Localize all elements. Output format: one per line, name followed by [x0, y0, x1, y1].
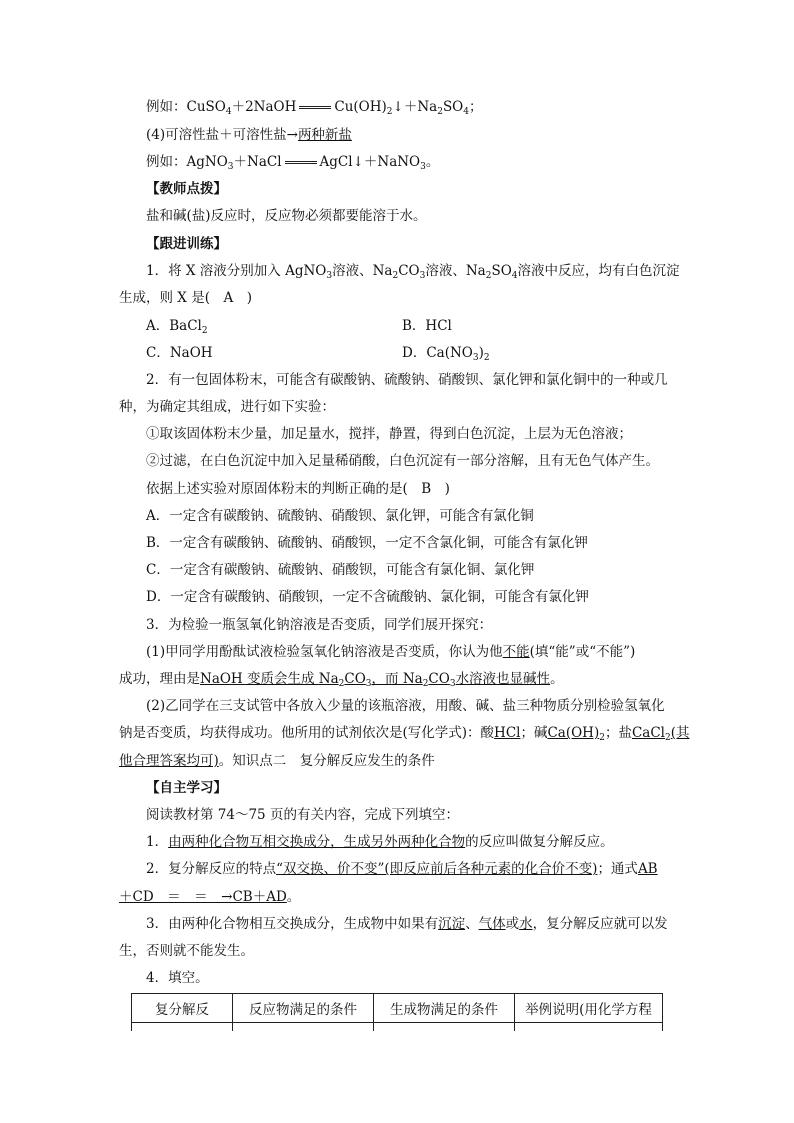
- subscript: 4: [225, 107, 232, 117]
- reading-instruction: 阅读教材第 74～75 页的有关内容，完成下列填空：: [146, 807, 459, 823]
- question-3-part-1-line-1: [146, 643, 635, 661]
- fill-2-line-2: [119, 888, 300, 906]
- text: CO: [344, 671, 366, 687]
- question-2-line-1: 2．有一包固体粉末，可能含有碳酸钠、硫酸钠、硝酸钡、氯化钾和氯化铜中的一种或几: [146, 372, 668, 388]
- answer-underlined: [632, 725, 690, 741]
- text: AgCl↓＋NaNO: [319, 154, 421, 170]
- text: 水溶液也显碱性: [455, 671, 551, 687]
- text: ＋NaCl: [233, 154, 282, 170]
- question-3-part-1-line-2: [119, 670, 564, 688]
- answer-underlined: AB: [637, 861, 658, 877]
- question-2-option-b: B．一定含有碳酸钠、硫酸钠、硝酸钡，一定不含氯化铜，可能含有氯化钾: [146, 535, 588, 551]
- subscript: 3: [419, 271, 426, 281]
- question-2-step-2: ②过滤，在白色沉淀中加入足量稀硝酸，白色沉淀有一部分溶解，且有无色气体产生。: [146, 453, 659, 469]
- subscript: 2: [422, 679, 429, 689]
- text: 溶液、Na: [425, 263, 486, 279]
- question-2-ask: 依据上述实验对原固体粉末的判断正确的是( B ): [146, 481, 450, 497]
- question-2-option-a: A．一定含有碳酸钠、硫酸钠、硝酸钡、氯化钾，可能含有氯化铜: [146, 508, 534, 524]
- subscript: 2: [483, 353, 490, 363]
- text: 。: [425, 154, 440, 170]
- heading-teacher-tip: 【教师点拨】: [146, 181, 227, 197]
- example-line-cuso4: [146, 98, 483, 116]
- table-cell: [374, 1023, 515, 1032]
- subscript: 4: [511, 271, 518, 281]
- heading-practice: 【跟进训练】: [146, 236, 227, 252]
- table-row: [132, 1023, 663, 1032]
- question-3-line-1: 3．为检验一瓶氢氧化钠溶液是否变质，同学们展开探究：: [146, 617, 493, 633]
- subscript: 3: [365, 679, 372, 689]
- fill-3-line-2: 生，否则就不能发生。: [119, 943, 254, 959]
- text: 溶液中反应，均有白色沉淀: [517, 263, 680, 279]
- question-1-option-c: C．NaOH: [146, 345, 213, 361]
- subscript: 2: [665, 733, 671, 743]
- text: ，复分解反应就可以发: [532, 916, 668, 932]
- question-2-step-1: ①取该固体粉末少量，加足量水，搅拌，静置，得到白色沉淀，上层为无色溶液；: [146, 426, 632, 442]
- subscript: 3: [227, 162, 234, 172]
- answer-underlined: [200, 671, 550, 687]
- text: 或: [505, 916, 520, 932]
- text: D．Ca(NO: [402, 345, 473, 361]
- question-1-option-a: [146, 317, 208, 335]
- subscript: 2: [201, 326, 208, 336]
- text: 3．由两种化合物相互交换成分，生成物中如果有: [146, 916, 439, 932]
- answer-underlined: 由两种化合物互相交换成分，生成另外两种化合物: [168, 834, 466, 850]
- table-header-row: [132, 994, 663, 1023]
- question-2-option-d: D．一定含有碳酸钠、硝酸钡，一定不含硫酸钠、氯化铜，可能含有氯化钾: [146, 589, 589, 605]
- text: 的反应叫做复分解反应。: [465, 834, 614, 850]
- subscript: 4: [463, 107, 469, 117]
- text: (填“能”或“不能”): [529, 644, 636, 660]
- table-cell: [233, 1023, 374, 1032]
- text: 。: [550, 671, 564, 687]
- table-header-cell: 生成物满足的条件: [374, 994, 515, 1023]
- text: ；: [469, 99, 483, 115]
- subscript: 2: [485, 271, 492, 281]
- text: Cu(OH): [334, 99, 387, 115]
- answer-underlined: 气体: [478, 916, 506, 932]
- text: 。: [286, 889, 301, 905]
- answer-underlined: [547, 725, 605, 741]
- text: ＋2NaOH: [231, 99, 297, 115]
- question-1-option-d: [402, 344, 490, 362]
- rule-line-salt-salt: [146, 126, 352, 144]
- example-line-agno3: [146, 153, 439, 171]
- text: (其: [670, 725, 690, 741]
- answer-underlined: “双交换、价不变”(即反应前后各种元素的化合价不变): [276, 861, 598, 877]
- text: 。知识点二 复分解反应发生的条件: [218, 753, 435, 769]
- subscript: 3: [420, 162, 426, 172]
- subscript: 2: [437, 107, 443, 117]
- text: ；盐: [604, 725, 632, 741]
- text: ；通式: [597, 861, 638, 877]
- equals-sign-icon: [299, 106, 331, 109]
- text: NaOH 变质会生成 Na: [200, 671, 339, 687]
- text: CO: [428, 671, 450, 687]
- text: 钠是否变质，均获得成功。他所用的试剂依次是(写化学式)：酸: [119, 725, 495, 741]
- text: ↓＋Na: [392, 99, 438, 115]
- subscript: 3: [326, 271, 333, 281]
- text: 例如：AgNO: [146, 154, 228, 170]
- answer-underlined: ＋CD ＝ ＝ →CB＋AD: [119, 889, 287, 905]
- subscript: 2: [386, 107, 393, 117]
- table-header-cell: 举例说明(用化学方程: [515, 994, 663, 1023]
- subscript: 3: [449, 679, 456, 689]
- equals-sign-icon: [285, 161, 317, 164]
- text: 成功，理由是: [119, 671, 200, 687]
- answer-underlined: 水: [519, 916, 533, 932]
- question-2-option-c: C．一定含有碳酸钠、硫酸钠、硝酸钡，可能含有氯化铜、氯化钾: [146, 562, 535, 578]
- table-cell: [132, 1023, 233, 1032]
- fill-1: [146, 833, 614, 851]
- text: ): [478, 345, 484, 361]
- subscript: 2: [338, 679, 345, 689]
- teacher-tip-text: 盐和碱(盐)反应时，反应物必须都要能溶于水。: [146, 208, 427, 224]
- text: 2．复分解反应的特点: [146, 861, 277, 877]
- question-3-part-2-line-2: [119, 724, 690, 742]
- text: 溶液、Na: [332, 263, 393, 279]
- table-header-cell: 反应物满足的条件: [233, 994, 374, 1023]
- heading-self-study: 【自主学习】: [146, 780, 227, 796]
- fill-4: 4．填空。: [146, 970, 209, 986]
- text: SO: [442, 99, 464, 115]
- question-3-part-2-line-3: [119, 752, 435, 770]
- text: 例如：CuSO: [146, 99, 226, 115]
- text: A．BaCl: [146, 318, 202, 334]
- text: 1．将 X 溶液分别加入 AgNO: [146, 263, 327, 279]
- text: CO: [398, 263, 420, 279]
- answer-underlined: 不能: [502, 644, 530, 660]
- text: Ca(OH): [547, 725, 600, 741]
- answer-underlined: 两种新盐: [297, 127, 352, 143]
- answer-underlined: 他合理答案均可): [119, 753, 219, 769]
- answer-underlined: HCl: [494, 725, 521, 741]
- text: (1)甲同学用酚酞试液检验氢氧化钠溶液是否变质，你认为他: [146, 644, 503, 660]
- fill-2-line-1: [146, 860, 658, 878]
- text: 1．: [146, 834, 169, 850]
- conditions-table: [131, 993, 663, 1031]
- subscript: 2: [599, 733, 605, 743]
- text: ，而 Na: [371, 671, 423, 687]
- answer-underlined: 沉淀: [438, 916, 466, 932]
- question-1-line-2: 生成，则 X 是( A ): [119, 290, 252, 306]
- fill-3-line-1: [146, 915, 668, 933]
- text: CaCl: [631, 725, 665, 741]
- question-3-part-2-line-1: (2)乙同学在三支试管中各放入少量的该瓶溶液，用酸、碱、盐三种物质分别检验氢氧化: [146, 698, 665, 714]
- text: 、: [465, 916, 479, 932]
- question-1-line-1: [146, 262, 680, 280]
- table-header-cell: 复分解反: [132, 994, 233, 1023]
- table-cell: [515, 1023, 663, 1032]
- subscript: 3: [472, 353, 479, 363]
- subscript: 2: [392, 271, 399, 281]
- question-1-option-b: B．HCl: [402, 318, 452, 334]
- text: SO: [491, 263, 512, 279]
- text: (4)可溶性盐＋可溶性盐→: [146, 127, 298, 143]
- text: ；碱: [520, 725, 548, 741]
- question-2-line-2: 种，为确定其组成，进行如下实验：: [119, 399, 335, 415]
